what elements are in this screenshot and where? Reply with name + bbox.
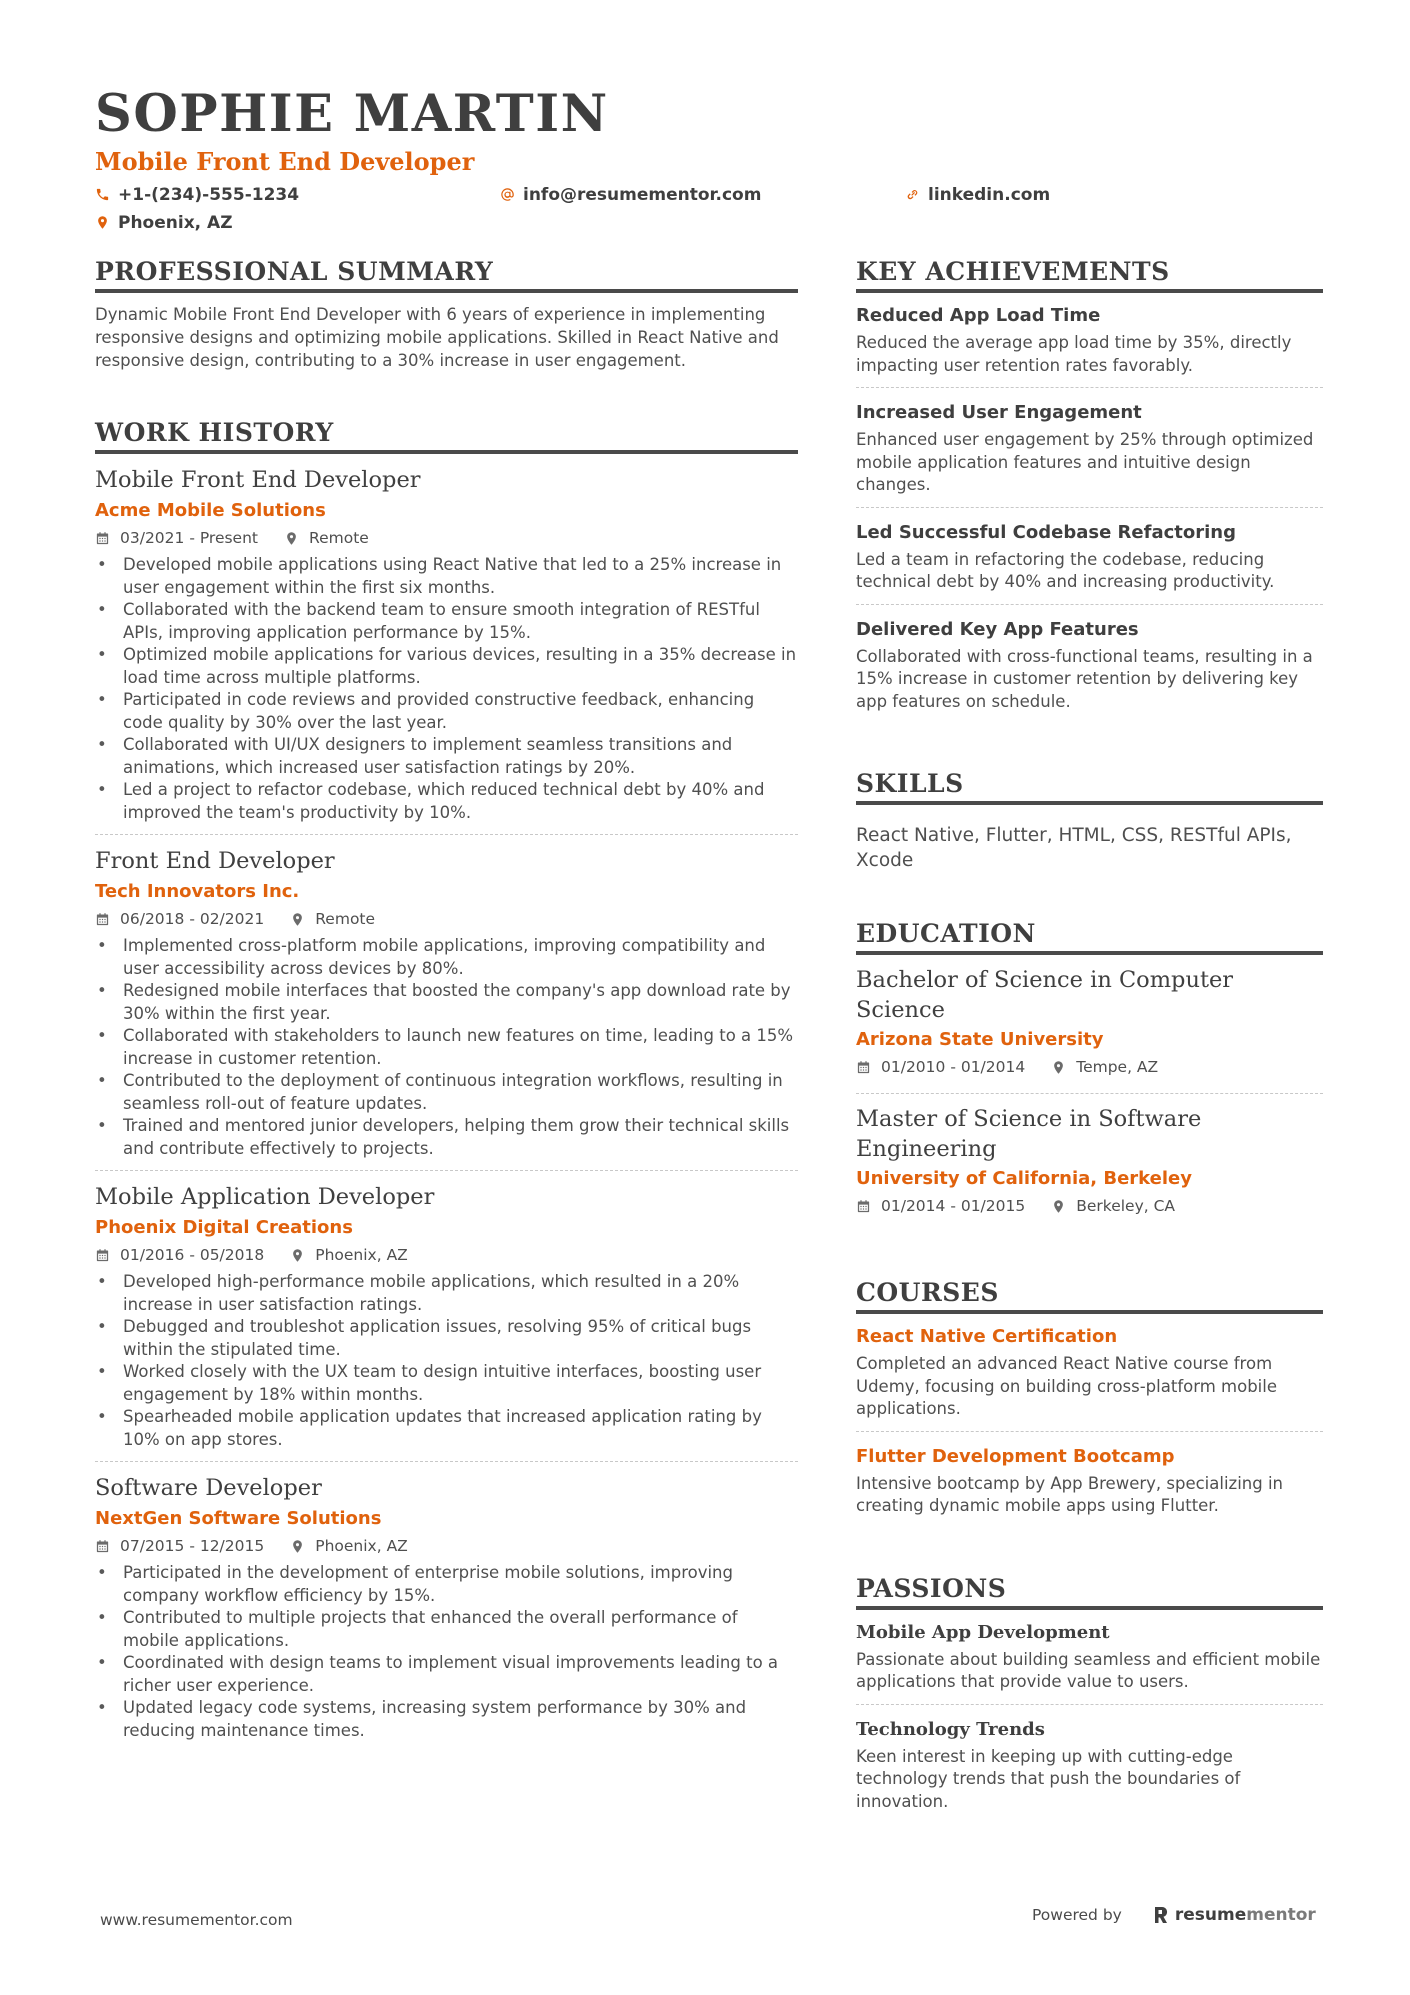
brand-mentor: mentor <box>1246 1905 1316 1925</box>
course-list <box>856 1324 1323 1528</box>
job-bullet: • Contributed to the deployment of continuous integration workflows, resulting in seamless roll-out of feature updates. <box>95 1070 798 1115</box>
passion-title: Technology Trends <box>856 1718 1045 1740</box>
date-range: 01/2016 - 05/2018 <box>120 1246 265 1264</box>
achievement-list <box>856 303 1323 723</box>
job-bullets <box>95 1271 798 1451</box>
date-location-row <box>95 909 798 929</box>
achievement-desc: Led a team in refactoring the codebase, reducing technical debt by 40% and increasing productivity. <box>856 549 1275 591</box>
skills-text: React Native, Flutter, HTML, CSS, RESTful APIs, Xcode <box>856 825 1292 871</box>
location-text: Phoenix, AZ <box>315 1537 408 1555</box>
achievement-desc: Collaborated with cross-functional teams, resulting in a 15% increase in customer retention by delivering key app features on schedule. <box>856 646 1313 711</box>
footer-branding <box>1032 1905 1316 1925</box>
date-location-row <box>95 1245 798 1265</box>
contact-row <box>95 181 1325 208</box>
date-location-row <box>95 528 798 548</box>
achievement-title: Reduced App Load Time <box>856 305 1101 326</box>
education-heading: EDUCATION <box>856 917 1323 955</box>
work-section <box>95 416 798 1752</box>
passion-item <box>856 1620 1323 1705</box>
job-bullet: • Contributed to multiple projects that enhanced the overall performance of mobile applications. <box>95 1607 798 1652</box>
passions-section <box>856 1572 1323 1824</box>
resume-header <box>95 84 1325 236</box>
course-desc: Completed an advanced React Native course from Udemy, focusing on building cross-platform mobile applications. <box>856 1354 1277 1418</box>
brand-resume: resume <box>1174 1905 1247 1925</box>
location-text: Remote <box>309 529 369 547</box>
location <box>1051 1057 1158 1077</box>
company-name: NextGen Software Solutions <box>95 1508 382 1529</box>
powered-by-label: Powered by <box>1032 1906 1122 1924</box>
degree-title: Master of Science in Software Engineering <box>856 1106 1202 1162</box>
job-entry <box>95 464 798 835</box>
skills-section <box>856 767 1323 873</box>
job-bullet: • Implemented cross-platform mobile applications, improving compatibility and user accessibility across devices by 80%. <box>95 935 798 980</box>
summary-section <box>95 255 798 372</box>
passion-title: Mobile App Development <box>856 1621 1110 1643</box>
job-bullet: • Worked closely with the UX team to design intuitive interfaces, boosting user engagement by 18% within months. <box>95 1361 798 1406</box>
location <box>290 1536 408 1556</box>
course-title: Flutter Development Bootcamp <box>856 1445 1175 1467</box>
date-range: 03/2021 - Present <box>120 529 258 547</box>
job-bullets <box>95 1562 798 1742</box>
contact-row-2 <box>95 209 1325 236</box>
calendar-icon <box>856 1199 871 1214</box>
job-bullet: • Led a project to refactor codebase, which reduced technical debt by 40% and improved the team's productivity by 10%. <box>95 779 798 824</box>
achievements-section <box>856 255 1323 723</box>
phone-text: +1-(234)-555-1234 <box>118 184 300 205</box>
job-bullet: • Optimized mobile applications for various devices, resulting in a 35% decrease in load time across multiple platforms. <box>95 644 798 689</box>
degree-title: Bachelor of Science in Computer Science <box>856 967 1234 1023</box>
left-column <box>95 255 798 1796</box>
job-bullet: • Updated legacy code systems, increasing system performance by 30% and reducing maintenance times. <box>95 1697 798 1742</box>
linkedin-text[interactable]: linkedin.com <box>928 184 1051 205</box>
map-pin-icon <box>1051 1060 1066 1075</box>
education-list <box>856 965 1323 1232</box>
date-range: 07/2015 - 12/2015 <box>120 1537 265 1555</box>
achievement-title: Increased User Engagement <box>856 402 1142 423</box>
map-pin-icon <box>95 215 110 230</box>
achievement-title: Led Successful Codebase Refactoring <box>856 521 1236 543</box>
education-item <box>856 965 1323 1094</box>
achievement-item <box>856 520 1323 605</box>
course-desc: Intensive bootcamp by App Brewery, specializing in creating dynamic mobile apps using Flutter. <box>856 1473 1284 1515</box>
education-item <box>856 1104 1323 1232</box>
map-pin-icon <box>284 531 299 546</box>
courses-section <box>856 1276 1323 1528</box>
location-contact <box>95 213 233 233</box>
right-column <box>856 255 1323 1867</box>
job-bullet: • Developed mobile applications using React Native that led to a 25% increase in user engagement within the first six months. <box>95 554 798 599</box>
email-text[interactable]: info@resumementor.com <box>523 184 762 205</box>
achievement-item <box>856 400 1323 508</box>
date-location-row <box>95 1536 798 1556</box>
location-text: Phoenix, AZ <box>118 212 233 233</box>
job-bullet: • Trained and mentored junior developers, helping them grow their technical skills and contribute effectively to projects. <box>95 1115 798 1160</box>
courses-heading: COURSES <box>856 1276 1323 1314</box>
job-entry <box>95 1472 798 1752</box>
company-name: Acme Mobile Solutions <box>95 500 326 521</box>
job-bullet: • Collaborated with the backend team to ensure smooth integration of RESTful APIs, improving application performance by 15%. <box>95 599 798 644</box>
achievements-heading: KEY ACHIEVEMENTS <box>856 255 1323 293</box>
passion-desc: Passionate about building seamless and efficient mobile applications that provide value to users. <box>856 1649 1321 1691</box>
map-pin-icon <box>290 1539 305 1554</box>
date-range: 06/2018 - 02/2021 <box>120 910 265 928</box>
date-range: 01/2010 - 01/2014 <box>881 1058 1026 1076</box>
date-range: 01/2014 - 01/2015 <box>881 1197 1026 1215</box>
link-icon <box>905 187 920 202</box>
candidate-role: Mobile Front End Developer <box>95 147 475 176</box>
course-item <box>856 1324 1323 1432</box>
job-bullet: • Participated in the development of enterprise mobile solutions, improving company workflow efficiency by 15%. <box>95 1562 798 1607</box>
brand-logo[interactable] <box>1152 1905 1316 1925</box>
job-list <box>95 464 798 1752</box>
date-location-row <box>856 1196 1323 1216</box>
date-location-row <box>856 1057 1323 1077</box>
course-item <box>856 1444 1323 1528</box>
job-bullet: • Redesigned mobile interfaces that boosted the company's app download rate by 30% within the first year. <box>95 980 798 1025</box>
location <box>1051 1196 1175 1216</box>
job-bullet: • Participated in code reviews and provided constructive feedback, enhancing code quality by 30% over the last year. <box>95 689 798 734</box>
location <box>284 528 369 548</box>
school-name: University of California, Berkeley <box>856 1168 1192 1189</box>
location-text: Berkeley, CA <box>1076 1197 1176 1215</box>
job-title: Front End Developer <box>95 848 335 874</box>
calendar-icon <box>95 912 110 927</box>
calendar-icon <box>95 1539 110 1554</box>
email-contact[interactable] <box>500 185 905 205</box>
phone-icon <box>95 187 110 202</box>
passion-desc: Keen interest in keeping up with cutting-edge technology trends that push the boundaries of innovation. <box>856 1746 1241 1811</box>
company-name: Tech Innovators Inc. <box>95 881 300 902</box>
resumementor-logo-icon <box>1152 1905 1170 1925</box>
work-heading: WORK HISTORY <box>95 416 798 454</box>
skills-heading: SKILLS <box>856 767 1323 805</box>
job-bullets <box>95 935 798 1160</box>
location-text: Tempe, AZ <box>1076 1058 1159 1076</box>
achievement-title: Delivered Key App Features <box>856 618 1139 640</box>
achievement-item <box>856 303 1323 388</box>
at-icon <box>500 187 515 202</box>
location <box>290 909 375 929</box>
company-name: Phoenix Digital Creations <box>95 1217 353 1238</box>
calendar-icon <box>95 1248 110 1263</box>
job-entry <box>95 1181 798 1462</box>
course-title: React Native Certification <box>856 1326 1118 1347</box>
job-bullet: • Spearheaded mobile application updates that increased application rating by 10% on app stores. <box>95 1406 798 1451</box>
passion-item <box>856 1717 1323 1824</box>
achievement-item <box>856 617 1323 724</box>
map-pin-icon <box>1051 1199 1066 1214</box>
calendar-icon <box>95 531 110 546</box>
job-bullet: • Debugged and troubleshot application issues, resolving 95% of critical bugs within the stipulated time. <box>95 1316 798 1361</box>
job-bullets <box>95 554 798 824</box>
job-title: Mobile Application Developer <box>95 1184 435 1210</box>
location <box>290 1245 408 1265</box>
location-text: Remote <box>315 910 376 928</box>
job-title: Mobile Front End Developer <box>95 467 421 493</box>
summary-text: Dynamic Mobile Front End Developer with 6 years of experience in implementing responsive designs and optimizing mobile applications. Skilled in React Native and responsive design, contributing to a 30% increase in user engagement. <box>95 305 779 370</box>
footer-website[interactable]: www.resumementor.com <box>100 1911 293 1929</box>
job-bullet: • Collaborated with stakeholders to launch new features on time, leading to a 15% increase in customer retention. <box>95 1025 798 1070</box>
job-title: Software Developer <box>95 1475 322 1501</box>
education-section <box>856 917 1323 1232</box>
job-bullet: • Collaborated with UI/UX designers to implement seamless transitions and animations, which increased user satisfaction ratings by 20%. <box>95 734 798 779</box>
phone-contact <box>95 185 500 205</box>
achievement-desc: Enhanced user engagement by 25% through optimized mobile application features and intuitive design changes. <box>856 430 1314 494</box>
passion-list <box>856 1620 1323 1824</box>
map-pin-icon <box>290 912 305 927</box>
job-bullet: • Coordinated with design teams to implement visual improvements leading to a richer user experience. <box>95 1652 798 1697</box>
linkedin-contact[interactable] <box>905 185 1050 205</box>
job-bullet: • Developed high-performance mobile applications, which resulted in a 20% increase in user satisfaction ratings. <box>95 1271 798 1316</box>
school-name: Arizona State University <box>856 1029 1104 1050</box>
map-pin-icon <box>290 1248 305 1263</box>
passions-heading: PASSIONS <box>856 1572 1323 1610</box>
candidate-name: SOPHIE MARTIN <box>95 84 609 144</box>
summary-heading: PROFESSIONAL SUMMARY <box>95 255 798 293</box>
location-text: Phoenix, AZ <box>315 1246 408 1264</box>
calendar-icon <box>856 1060 871 1075</box>
job-entry <box>95 845 798 1171</box>
achievement-desc: Reduced the average app load time by 35%, directly impacting user retention rates favorably. <box>856 333 1292 375</box>
